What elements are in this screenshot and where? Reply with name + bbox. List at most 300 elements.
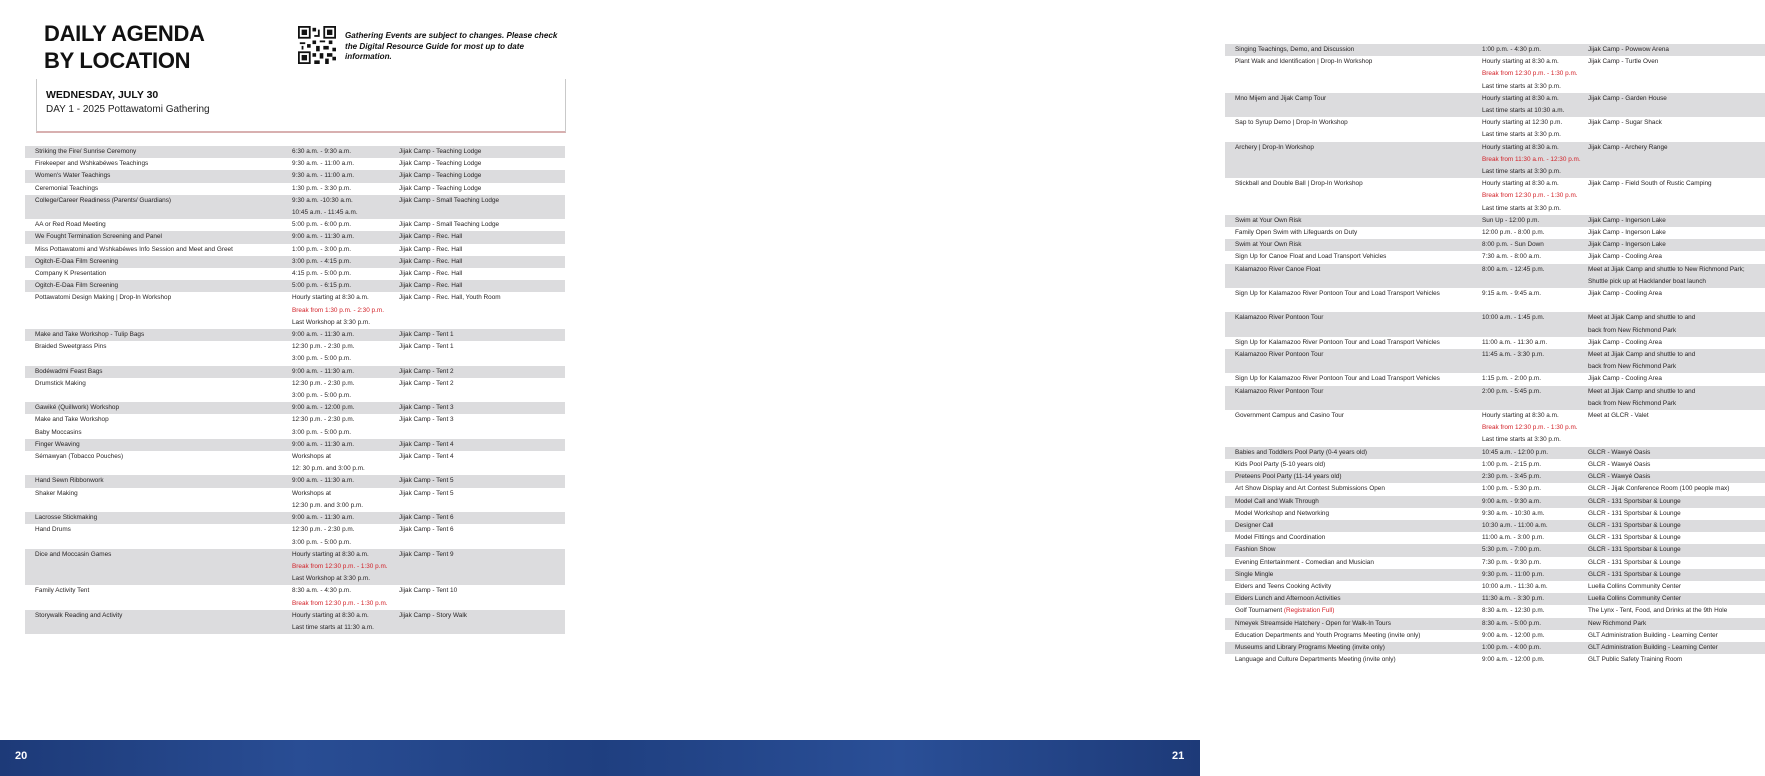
table-row	[25, 170, 565, 182]
event-cell	[1225, 56, 1472, 68]
location-cell: GLCR - 131 Sportsbar & Lounge	[1578, 496, 1765, 508]
event-cell	[25, 524, 282, 536]
location-cell: Jijak Camp - Turtle Oven	[1578, 56, 1765, 68]
location-cell	[1578, 154, 1765, 166]
time-cell: Hourly starting at 8:30 a.m.	[282, 292, 389, 304]
table-row	[25, 500, 565, 512]
location-cell: Jijak Camp - Sugar Shack	[1578, 117, 1765, 129]
location-cell: Jijak Camp - Teaching Lodge	[389, 170, 565, 182]
location-cell: Jijak Camp - Rec. Hall	[389, 244, 565, 256]
location-cell: Jijak Camp - Tent 9	[389, 549, 565, 561]
event-name: Singing Teachings, Demo, and Discussion	[1235, 46, 1355, 53]
time-cell: Hourly starting at 8:30 a.m.	[1472, 56, 1578, 68]
event-cell	[1225, 557, 1472, 569]
event-name: College/Career Readiness (Parents/ Guardians)	[35, 196, 172, 204]
event-cell	[1225, 105, 1472, 117]
event-name: Company K Presentation	[35, 270, 107, 278]
qr-code-icon[interactable]	[298, 26, 336, 64]
time-cell: 5:00 p.m. - 6:15 p.m.	[282, 280, 389, 292]
location-cell: Jijak Camp - Archery Range	[1578, 142, 1765, 154]
location-cell: GLCR - 131 Sportsbar & Lounge	[1578, 557, 1765, 569]
table-row	[1225, 105, 1765, 117]
time-cell: Hourly starting at 12:30 p.m.	[1472, 117, 1578, 129]
time-cell: 1:00 p.m. - 5:30 p.m.	[1472, 483, 1578, 495]
event-name: Braided Sweetgrass Pins	[35, 343, 107, 351]
location-cell: Jijak Camp - Tent 1	[389, 341, 565, 353]
event-name: Archery | Drop-In Workshop	[1235, 143, 1314, 151]
event-cell	[1225, 117, 1472, 129]
location-cell: Jijak Camp - Ingerson Lake	[1578, 227, 1765, 239]
time-cell: 1:00 p.m. - 3:00 p.m.	[282, 244, 389, 256]
table-row	[1225, 288, 1765, 300]
location-cell: GLCR - 131 Sportsbar & Lounge	[1578, 569, 1765, 581]
event-cell	[1225, 605, 1472, 617]
event-name: Nmeyek Streamside Hatchery - Open for Walk-In Tours	[1235, 619, 1391, 627]
time-cell: 10:30 a.m. - 11:00 a.m.	[1472, 520, 1578, 532]
table-row	[1225, 349, 1765, 361]
event-cell	[25, 561, 282, 573]
time-cell: 10:00 a.m. - 11:30 a.m.	[1472, 581, 1578, 593]
table-row	[1225, 44, 1765, 56]
time-cell: 11:45 a.m. - 3:30 p.m.	[1472, 349, 1578, 361]
event-cell	[25, 256, 282, 268]
location-cell: Jijak Camp - Small Teaching Lodge	[389, 195, 565, 207]
table-row	[25, 378, 565, 390]
table-row	[1225, 154, 1765, 166]
time-cell: 12: 30 p.m. and 3:00 p.m.	[282, 463, 389, 475]
event-name: Model Fittings and Coordination	[1235, 534, 1326, 542]
location-cell: GLT Administration Building - Learning Center	[1578, 630, 1765, 642]
event-cell	[1225, 520, 1472, 532]
location-cell: New Richmond Park	[1578, 618, 1765, 630]
event-name: Ogitch-E-Daa Film Screening	[35, 282, 119, 290]
event-cell	[25, 585, 282, 597]
table-row	[1225, 532, 1765, 544]
time-cell: 9:00 a.m. - 11:30 a.m.	[282, 439, 389, 451]
table-row	[25, 463, 565, 475]
table-row	[1225, 276, 1765, 288]
location-cell: Jijak Camp - Powwow Arena	[1578, 44, 1765, 56]
event-name: Drumstick Making	[35, 379, 86, 387]
table-row	[1225, 593, 1765, 605]
table-row	[1225, 605, 1765, 617]
location-cell: The Lynx - Tent, Food, and Drinks at the 9th Hole	[1578, 605, 1765, 617]
table-row	[25, 537, 565, 549]
event-cell	[1225, 129, 1472, 141]
time-cell: 11:30 a.m. - 3:30 p.m.	[1472, 593, 1578, 605]
location-cell	[389, 427, 565, 439]
table-row	[1225, 178, 1765, 190]
table-row	[1225, 312, 1765, 324]
time-cell: Last time starts at 3:30 p.m.	[1472, 203, 1578, 215]
table-row	[25, 427, 565, 439]
page-number-right: 21	[1172, 750, 1185, 762]
event-name: Fashion Show	[1235, 546, 1276, 554]
location-cell: Jijak Camp - Story Walk	[389, 610, 565, 622]
event-cell	[1225, 410, 1472, 422]
location-cell: GLCR - Wawyé Oasis	[1578, 447, 1765, 459]
table-row	[25, 268, 565, 280]
event-cell	[1225, 288, 1472, 300]
event-name: Shaker Making	[35, 489, 78, 497]
event-cell	[25, 341, 282, 353]
event-cell	[1225, 593, 1472, 605]
time-cell: 9:00 a.m. - 11:30 a.m.	[282, 231, 389, 243]
event-cell	[1225, 166, 1472, 178]
time-cell: Break from 12:30 p.m. - 1:30 p.m.	[282, 561, 389, 573]
location-cell: GLCR - Jijak Conference Room (100 people max)	[1578, 483, 1765, 495]
time-cell: 1:30 p.m. - 3:30 p.m.	[282, 183, 389, 195]
day-label: WEDNESDAY, JULY 30	[46, 89, 159, 101]
event-cell	[1225, 215, 1472, 227]
table-row	[1225, 471, 1765, 483]
time-cell: Last Workshop at 3:30 p.m.	[282, 573, 389, 585]
event-name: Language and Culture Departments Meeting (invite only)	[1235, 656, 1396, 664]
location-cell	[1578, 422, 1765, 434]
location-cell: GLCR - 131 Sportsbar & Lounge	[1578, 532, 1765, 544]
event-name: Art Show Display and Art Contest Submissions Open	[1235, 485, 1385, 493]
notice-text: Gathering Events are subject to changes. Please check the Digital Resource Guide for most up to date information.	[345, 31, 558, 61]
table-row	[25, 207, 565, 219]
table-row	[1225, 166, 1765, 178]
event-cell	[1225, 496, 1472, 508]
event-cell	[25, 195, 282, 207]
time-cell	[1472, 361, 1578, 373]
table-row	[1225, 81, 1765, 93]
table-row	[1225, 434, 1765, 446]
location-cell	[1578, 203, 1765, 215]
event-name: Kalamazoo River Pontoon Tour	[1235, 314, 1324, 322]
table-row	[25, 353, 565, 365]
event-name: Model Workshop and Networking	[1235, 509, 1330, 517]
table-row	[1225, 483, 1765, 495]
location-cell	[1578, 68, 1765, 80]
event-cell	[1225, 81, 1472, 93]
event-cell	[25, 402, 282, 414]
time-cell: 9:00 a.m. - 11:30 a.m.	[282, 366, 389, 378]
time-cell: 6:30 a.m. - 9:30 a.m.	[282, 146, 389, 158]
event-cell	[1225, 325, 1472, 337]
event-cell	[1225, 630, 1472, 642]
time-cell: 5:30 p.m. - 7:00 p.m.	[1472, 544, 1578, 556]
event-cell	[1225, 434, 1472, 446]
location-cell: Jijak Camp - Teaching Lodge	[389, 183, 565, 195]
location-cell: Jijak Camp - Tent 3	[389, 402, 565, 414]
time-cell	[1472, 300, 1578, 312]
table-row	[1225, 93, 1765, 105]
table-row	[1225, 520, 1765, 532]
event-cell	[25, 451, 282, 463]
location-cell: back from New Richmond Park	[1578, 398, 1765, 410]
event-cell	[1225, 264, 1472, 276]
time-cell: 12:00 p.m. - 8:00 p.m.	[1472, 227, 1578, 239]
event-name: Sign Up for Kalamazoo River Pontoon Tour and Load Transport Vehicles	[1235, 338, 1440, 346]
event-cell	[25, 573, 282, 585]
location-cell: Jijak Camp - Small Teaching Lodge	[389, 219, 565, 231]
event-cell	[1225, 581, 1472, 593]
event-cell	[25, 317, 282, 329]
location-cell	[1578, 166, 1765, 178]
table-row	[25, 402, 565, 414]
table-row	[25, 439, 565, 451]
event-name: Mno Mijem and Jijak Camp Tour	[1235, 94, 1327, 102]
event-cell	[1225, 251, 1472, 263]
time-cell: 7:30 a.m. - 8:00 a.m.	[1472, 251, 1578, 263]
event-name: AA or Red Road Meeting	[35, 221, 106, 229]
location-cell: GLT Administration Building - Learning Center	[1578, 642, 1765, 654]
time-cell: 9:15 a.m. - 9:45 a.m.	[1472, 288, 1578, 300]
table-row	[1225, 459, 1765, 471]
event-cell	[1225, 44, 1472, 56]
time-cell: 3:00 p.m. - 5:00 p.m.	[282, 390, 389, 402]
event-name: Model Call and Walk Through	[1235, 497, 1319, 505]
location-cell: Jijak Camp - Tent 3	[389, 414, 565, 426]
time-cell: Hourly starting at 8:30 a.m.	[282, 549, 389, 561]
title-line-2: BY LOCATION	[44, 48, 191, 73]
location-cell: Jijak Camp - Rec. Hall, Youth Room	[389, 292, 565, 304]
table-row	[1225, 581, 1765, 593]
event-name: Hand Drums	[35, 526, 71, 534]
table-row	[1225, 300, 1765, 312]
location-cell	[389, 305, 565, 317]
event-cell	[25, 244, 282, 256]
event-cell	[25, 378, 282, 390]
location-cell	[1578, 300, 1765, 312]
event-cell	[25, 207, 282, 219]
event-cell	[1225, 386, 1472, 398]
location-cell	[389, 390, 565, 402]
event-cell	[25, 366, 282, 378]
event-name: Elders Lunch and Afternoon Activities	[1235, 595, 1341, 603]
event-cell	[25, 512, 282, 524]
event-name: Golf Tournament	[1235, 607, 1284, 615]
event-cell	[25, 158, 282, 170]
location-cell	[389, 573, 565, 585]
time-cell: Break from 12:30 p.m. - 1:30 p.m.	[282, 598, 389, 610]
event-cell	[1225, 190, 1472, 202]
event-cell	[1225, 154, 1472, 166]
event-name: Babies and Toddlers Pool Party (0-4 years old)	[1235, 448, 1368, 456]
location-cell: Jijak Camp - Tent 10	[389, 585, 565, 597]
time-cell: 3:00 p.m. - 5:00 p.m.	[282, 427, 389, 439]
time-cell: Last time starts at 3:30 p.m.	[1472, 434, 1578, 446]
time-cell: 9:00 a.m. - 9:30 a.m.	[1472, 496, 1578, 508]
table-row	[1225, 508, 1765, 520]
location-cell	[1578, 81, 1765, 93]
table-row	[1225, 142, 1765, 154]
event-name: Baby Moccasins	[35, 428, 82, 436]
time-cell: Break from 12:30 p.m. - 1:30 p.m.	[1472, 68, 1578, 80]
location-cell: Jijak Camp - Tent 5	[389, 488, 565, 500]
event-cell	[1225, 654, 1472, 666]
event-cell	[1225, 142, 1472, 154]
location-cell: Jijak Camp - Rec. Hall	[389, 268, 565, 280]
location-cell: Jijak Camp - Ingerson Lake	[1578, 239, 1765, 251]
table-row	[25, 390, 565, 402]
location-cell: Jijak Camp - Cooling Area	[1578, 373, 1765, 385]
event-name: Make and Take Workshop - Tulip Bags	[35, 331, 145, 339]
time-cell: Hourly starting at 8:30 a.m.	[1472, 142, 1578, 154]
table-row	[1225, 569, 1765, 581]
table-row	[25, 317, 565, 329]
table-row	[1225, 544, 1765, 556]
table-row	[1225, 68, 1765, 80]
table-row	[1225, 264, 1765, 276]
event-cell	[25, 170, 282, 182]
location-cell	[389, 317, 565, 329]
event-cell	[1225, 569, 1472, 581]
table-row	[25, 451, 565, 463]
event-cell	[25, 353, 282, 365]
time-cell: Sun Up - 12:00 p.m.	[1472, 215, 1578, 227]
event-name: Family Activity Tent	[35, 587, 90, 595]
event-name: Plant Walk and Identification | Drop-In Workshop	[1235, 58, 1373, 66]
location-cell: Jijak Camp - Cooling Area	[1578, 288, 1765, 300]
time-cell: Hourly starting at 8:30 a.m.	[282, 610, 389, 622]
table-row	[1225, 56, 1765, 68]
table-row	[1225, 386, 1765, 398]
event-cell	[1225, 618, 1472, 630]
event-name: Swim at Your Own Risk	[1235, 216, 1302, 224]
event-cell	[25, 439, 282, 451]
event-cell	[1225, 483, 1472, 495]
event-cell	[1225, 349, 1472, 361]
event-name: Ogitch-E-Daa Film Screening	[35, 257, 119, 265]
time-cell: 10:45 a.m. - 11:45 a.m.	[282, 207, 389, 219]
time-cell: Break from 1:30 p.m. - 2:30 p.m.	[282, 305, 389, 317]
table-row	[25, 183, 565, 195]
title-line-1: DAILY AGENDA	[44, 21, 205, 46]
time-cell: 12:30 p.m. - 2:30 p.m.	[282, 378, 389, 390]
event-cell	[1225, 337, 1472, 349]
location-cell: Meet at Jijak Camp and shuttle to and	[1578, 312, 1765, 324]
location-cell: Jijak Camp - Ingerson Lake	[1578, 215, 1765, 227]
event-name: Sémawyan (Tobacco Pouches)	[35, 453, 124, 461]
time-cell	[1472, 325, 1578, 337]
time-cell: 12:30 p.m. - 2:30 p.m.	[282, 414, 389, 426]
table-row	[25, 414, 565, 426]
table-row	[25, 329, 565, 341]
location-cell: Luella Collins Community Center	[1578, 593, 1765, 605]
table-row	[1225, 227, 1765, 239]
event-name: Stickball and Double Ball | Drop-In Workshop	[1235, 180, 1363, 188]
time-cell: 8:30 a.m. - 5:00 p.m.	[1472, 618, 1578, 630]
agenda-table-left	[25, 146, 565, 634]
time-cell: 12:30 p.m. and 3:00 p.m.	[282, 500, 389, 512]
location-cell: Jijak Camp - Tent 6	[389, 524, 565, 536]
table-row	[25, 305, 565, 317]
time-cell: Hourly starting at 8:30 a.m.	[1472, 178, 1578, 190]
event-cell	[25, 329, 282, 341]
time-cell: 9:00 a.m. - 11:30 a.m.	[282, 329, 389, 341]
event-cell	[1225, 239, 1472, 251]
location-cell: Meet at Jijak Camp and shuttle to New Richmond Park;	[1578, 264, 1765, 276]
location-cell: Luella Collins Community Center	[1578, 581, 1765, 593]
time-cell: 9:30 a.m. - 11:00 a.m.	[282, 158, 389, 170]
table-row	[1225, 117, 1765, 129]
location-cell: Jijak Camp - Rec. Hall	[389, 280, 565, 292]
event-name: Kalamazoo River Canoe Float	[1235, 265, 1321, 273]
time-cell: Hourly starting at 8:30 a.m.	[1472, 93, 1578, 105]
location-cell: Jijak Camp - Field South of Rustic Camping	[1578, 178, 1765, 190]
table-row	[25, 573, 565, 585]
event-cell	[1225, 398, 1472, 410]
event-name: We Fought Termination Screening and Panel	[35, 233, 162, 241]
event-cell	[25, 549, 282, 561]
event-name: Government Campus and Casino Tour	[1235, 412, 1344, 420]
time-cell: 3:00 p.m. - 4:15 p.m.	[282, 256, 389, 268]
time-cell: 4:15 p.m. - 5:00 p.m.	[282, 268, 389, 280]
table-row	[1225, 215, 1765, 227]
time-cell: 2:00 p.m. - 5:45 p.m.	[1472, 386, 1578, 398]
location-cell: back from New Richmond Park	[1578, 325, 1765, 337]
table-row	[25, 549, 565, 561]
event-name: Kalamazoo River Pontoon Tour	[1235, 351, 1324, 359]
time-cell: 8:00 p.m. - Sun Down	[1472, 239, 1578, 251]
time-cell: 1:00 p.m. - 2:15 p.m.	[1472, 459, 1578, 471]
location-cell	[389, 500, 565, 512]
location-cell: Jijak Camp - Tent 6	[389, 512, 565, 524]
event-cell	[25, 219, 282, 231]
location-cell: Jijak Camp - Tent 4	[389, 439, 565, 451]
event-cell	[25, 463, 282, 475]
location-cell: Jijak Camp - Tent 5	[389, 475, 565, 487]
table-row	[25, 341, 565, 353]
time-cell: Break from 12:30 p.m. - 1:30 p.m.	[1472, 190, 1578, 202]
event-cell	[25, 390, 282, 402]
time-cell: 11:00 a.m. - 3:00 p.m.	[1472, 532, 1578, 544]
time-cell: Break from 11:30 a.m. - 12:30 p.m.	[1472, 154, 1578, 166]
event-name: Storywalk Reading and Activity	[35, 611, 123, 619]
table-row	[25, 195, 565, 207]
location-cell	[389, 463, 565, 475]
location-cell: GLCR - 131 Sportsbar & Lounge	[1578, 520, 1765, 532]
event-cell	[1225, 300, 1472, 312]
time-cell: 8:00 a.m. - 12:45 p.m.	[1472, 264, 1578, 276]
event-name: Preteens Pool Party (11-14 years old)	[1235, 473, 1342, 481]
event-cell	[1225, 178, 1472, 190]
time-cell: 9:30 a.m. - 11:00 a.m.	[282, 170, 389, 182]
location-cell	[1578, 105, 1765, 117]
event-cell	[1225, 361, 1472, 373]
table-row	[1225, 129, 1765, 141]
location-cell: GLT Public Safety Training Room	[1578, 654, 1765, 666]
event-cell	[25, 475, 282, 487]
event-cell	[1225, 422, 1472, 434]
time-cell: 9:30 a.m. - 10:30 a.m.	[1472, 508, 1578, 520]
location-cell	[389, 207, 565, 219]
location-cell: Jijak Camp - Cooling Area	[1578, 337, 1765, 349]
event-name: Sign Up for Kalamazoo River Pontoon Tour and Load Transport Vehicles	[1235, 375, 1440, 383]
location-cell	[1578, 129, 1765, 141]
time-cell: 1:00 p.m. - 4:00 p.m.	[1472, 642, 1578, 654]
time-cell: 9:00 a.m. - 12:00 p.m.	[282, 402, 389, 414]
location-cell	[389, 537, 565, 549]
event-cell	[1225, 471, 1472, 483]
table-row	[25, 280, 565, 292]
time-cell: 9:30 a.m. -10:30 a.m.	[282, 195, 389, 207]
event-name: Ceremonial Teachings	[35, 184, 99, 192]
table-row	[1225, 654, 1765, 666]
event-cell	[25, 427, 282, 439]
table-row	[1225, 398, 1765, 410]
day-subtitle: DAY 1 - 2025 Pottawatomi Gathering	[46, 104, 210, 115]
time-cell: 9:00 a.m. - 12:00 p.m.	[1472, 654, 1578, 666]
table-row	[25, 158, 565, 170]
event-name: Designer Call	[1235, 521, 1274, 529]
table-row	[1225, 325, 1765, 337]
page-title	[44, 20, 205, 74]
